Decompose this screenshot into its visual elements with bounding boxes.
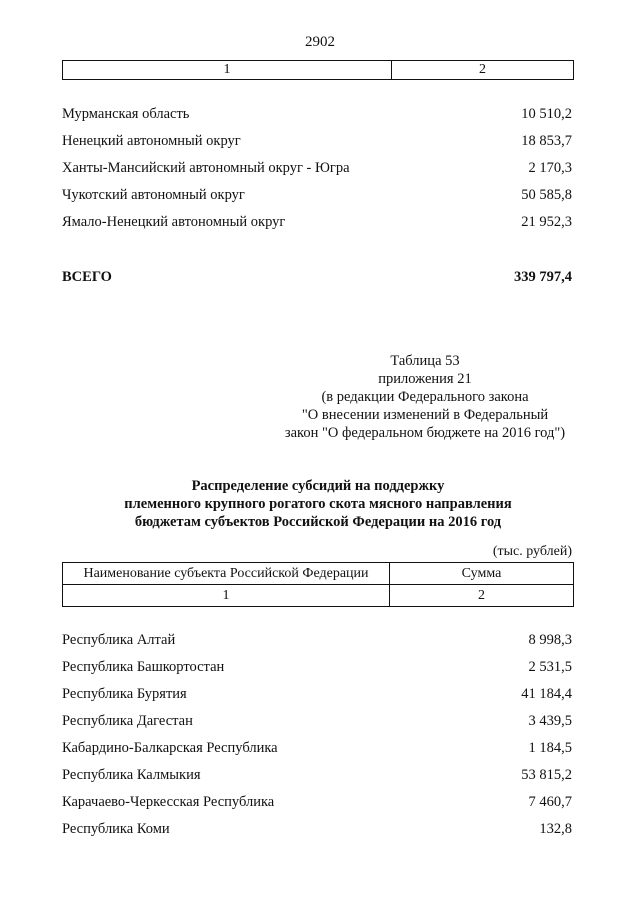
table-note	[265, 352, 585, 442]
header-row	[63, 563, 573, 584]
title-line: племенного крупного рогатого скота мясного направления	[124, 496, 512, 512]
top-col-number-2: 2	[479, 62, 486, 77]
region-value: 7 460,7	[528, 793, 572, 810]
page-number: 2902	[305, 34, 335, 50]
table-row	[62, 738, 572, 758]
region-name: Республика Алтай	[62, 631, 176, 648]
region-name: Республика Коми	[62, 820, 170, 837]
table-row	[62, 711, 572, 731]
top-column-numbers	[62, 60, 574, 80]
region-value: 132,8	[539, 820, 572, 837]
col-number-2: 2	[478, 587, 485, 603]
region-value: 8 998,3	[528, 631, 572, 648]
region-name: Ненецкий автономный округ	[62, 132, 241, 149]
table-row	[62, 684, 572, 704]
region-value: 18 853,7	[521, 132, 572, 149]
region-value: 2 170,3	[528, 159, 572, 176]
region-name: Республика Дагестан	[62, 712, 193, 729]
column-header-table	[62, 562, 574, 607]
table-row	[62, 657, 572, 677]
region-value: 2 531,5	[528, 658, 572, 675]
note-line: Таблица 53	[390, 353, 460, 369]
table-row	[62, 104, 572, 124]
number-row	[63, 584, 573, 606]
total-row	[62, 267, 572, 287]
table-row	[62, 158, 572, 178]
unit-label: (тыс. рублей)	[492, 544, 572, 559]
note-line: (в редакции Федерального закона	[321, 389, 529, 405]
region-value: 53 815,2	[521, 766, 572, 783]
note-line: приложения 21	[378, 371, 472, 387]
total-label: ВСЕГО	[62, 268, 112, 285]
table-row	[62, 185, 572, 205]
region-name: Республика Бурятия	[62, 685, 187, 702]
table-row	[62, 819, 572, 839]
document-title	[62, 477, 574, 531]
table-row	[62, 212, 572, 232]
region-name: Ямало-Ненецкий автономный округ	[62, 213, 286, 230]
top-col-number-1: 1	[63, 61, 392, 79]
region-name: Мурманская область	[62, 105, 190, 122]
region-name: Республика Башкортостан	[62, 658, 225, 675]
header-name: Наименование субъекта Российской Федерации	[63, 563, 390, 584]
title-line: бюджетам субъектов Российской Федерации на 2016 год	[134, 514, 502, 530]
region-value: 21 952,3	[521, 213, 572, 230]
region-name: Чукотский автономный округ	[62, 186, 245, 203]
region-value: 1 184,5	[528, 739, 572, 756]
region-name: Ханты-Мансийский автономный округ - Югра	[62, 159, 350, 176]
region-name: Республика Калмыкия	[62, 766, 201, 783]
region-value: 3 439,5	[528, 712, 572, 729]
table-row	[62, 131, 572, 151]
table-row	[62, 765, 572, 785]
note-line: закон "О федеральном бюджете на 2016 год")	[284, 425, 566, 441]
total-value: 339 797,4	[514, 268, 572, 285]
region-value: 41 184,4	[521, 685, 572, 702]
region-name: Кабардино-Балкарская Республика	[62, 739, 278, 756]
region-name: Карачаево-Черкесская Республика	[62, 793, 275, 810]
region-value: 10 510,2	[521, 105, 572, 122]
title-line: Распределение субсидий на поддержку	[191, 478, 445, 494]
region-value: 50 585,8	[521, 186, 572, 203]
header-sum: Сумма	[461, 565, 502, 581]
table-row	[62, 792, 572, 812]
note-line: "О внесении изменений в Федеральный	[301, 407, 549, 423]
col-number-1: 1	[63, 585, 390, 606]
table-row	[62, 630, 572, 650]
